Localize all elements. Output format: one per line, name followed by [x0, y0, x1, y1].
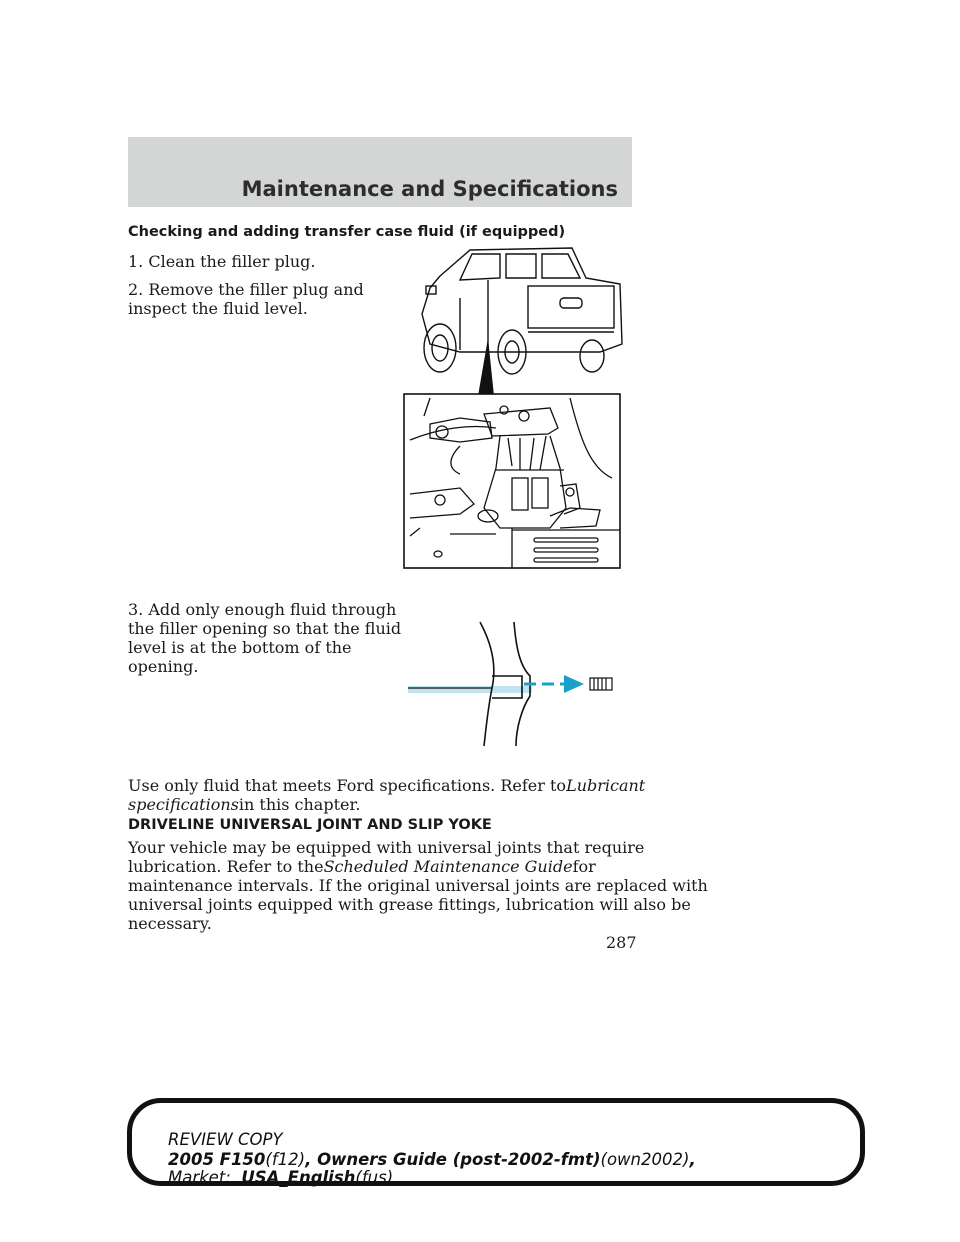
step-3-line-3: level is at the bottom of the	[128, 638, 352, 657]
review-copy-footer	[127, 1098, 865, 1186]
footer-model-line	[168, 1150, 696, 1170]
step-3-line-4: opening.	[128, 657, 199, 676]
driveline-line-2-prefix: lubrication. Refer to the	[128, 857, 324, 876]
fluid-spec-suffix: in this chapter.	[238, 795, 361, 814]
review-copy-label: REVIEW COPY	[168, 1130, 283, 1149]
driveline-line-5: necessary.	[128, 914, 212, 933]
lubricant-link-part1: Lubricant	[566, 776, 646, 795]
filler-plug-illustration	[404, 618, 618, 750]
footer-model: 2005 F150	[168, 1150, 266, 1169]
driveline-line-2-suffix: for	[572, 857, 596, 876]
footer-market-label: Market:	[168, 1168, 231, 1187]
footer-comma: ,	[689, 1150, 696, 1169]
lubricant-link-part2: specifications	[128, 795, 239, 814]
fluid-spec-line-2	[128, 795, 360, 814]
truck-transfer-case-illustration	[400, 238, 626, 570]
driveline-line-3: maintenance intervals. If the original universal joints are replaced with	[128, 876, 708, 895]
page-number: 287	[606, 933, 637, 952]
footer-model-code: (f12)	[265, 1150, 306, 1169]
header-band	[128, 137, 632, 207]
driveline-heading: DRIVELINE UNIVERSAL JOINT AND SLIP YOKE	[128, 817, 492, 833]
footer-guide: , Owners Guide (post-2002-fmt)	[305, 1150, 601, 1169]
driveline-line-4: universal joints equipped with grease fittings, lubrication will also be	[128, 895, 691, 914]
step-2-line-2: inspect the fluid level.	[128, 299, 308, 318]
step-3-line-1: 3. Add only enough fluid through	[128, 600, 397, 619]
driveline-line-2	[128, 857, 596, 876]
step-3-line-2: the filler opening so that the fluid	[128, 619, 402, 638]
footer-market-line	[168, 1168, 393, 1188]
footer-market-code: (fus)	[355, 1168, 394, 1187]
footer-market-value: USA_English	[241, 1168, 356, 1187]
scheduled-maintenance-guide-ref: Scheduled Maintenance Guide	[323, 857, 573, 876]
fluid-spec-text: Use only fluid that meets Ford specifications. Refer to	[128, 776, 567, 795]
section-heading: Checking and adding transfer case fluid (if equipped)	[128, 224, 566, 240]
footer-guide-code: (own2002)	[600, 1150, 690, 1169]
driveline-line-1: Your vehicle may be equipped with universal joints that require	[128, 838, 645, 857]
fluid-spec-line-1	[128, 776, 645, 795]
step-1: 1. Clean the filler plug.	[128, 252, 316, 271]
page-header-title: Maintenance and Specifications	[241, 177, 618, 201]
step-2-line-1: 2. Remove the filler plug and	[128, 280, 364, 299]
